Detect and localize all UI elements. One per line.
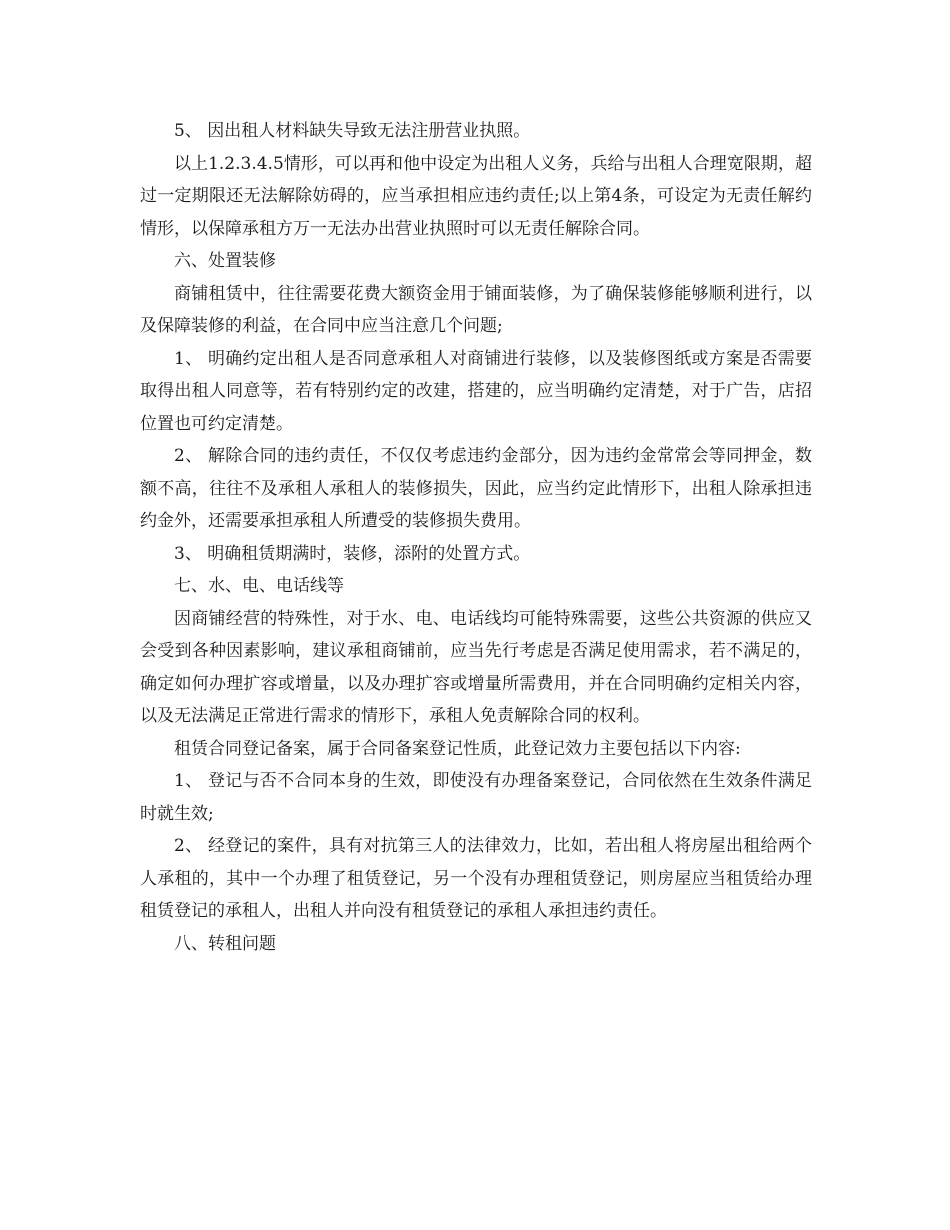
paragraph: 商铺租赁中，往往需要花费大额资金用于铺面装修，为了确保装修能够顺利进行，以及保障装修的利益，在合同中应当注意几个问题; bbox=[140, 283, 812, 336]
section-heading: 六、处置装修 bbox=[174, 251, 276, 271]
paragraph: 2、 经登记的案件，具有对抗第三人的法律效力，比如，若出租人将房屋出租给两个人承租的，其中一个办理了租赁登记，另一个没有办理租赁登记，则房屋应当租赁给办理租赁登记的承租人，出租人并向没有租赁登记的承租人承担违约责任。 bbox=[140, 836, 812, 921]
section-heading: 八、转租问题 bbox=[174, 933, 276, 954]
paragraph: 因商铺经营的特殊性，对于水、电、电话线均可能特殊需要，这些公共资源的供应又会受到各种因素影响，建议承租商铺前，应当先行考虑是否满足使用需求，若不满足的，确定如何办理扩容或增量，以及办理扩容或增量所需费用，并在合同明确约定相关内容，以及无法满足正常进行需求的情形下，承租人免责解除合同的权利。 bbox=[140, 608, 812, 726]
section-heading: 七、水、电、电话线等 bbox=[174, 576, 344, 596]
paragraph: 5、 因出租人材料缺失导致无法注册营业执照。 bbox=[174, 121, 531, 141]
paragraph: 租赁合同登记备案，属于合同备案登记性质，此登记效力主要包括以下内容: bbox=[174, 738, 741, 759]
paragraph: 3、 明确租赁期满时，装修，添附的处置方式。 bbox=[174, 543, 531, 564]
document-body bbox=[140, 115, 812, 960]
paragraph: 1、 明确约定出租人是否同意承租人对商铺进行装修，以及装修图纸或方案是否需要取得出租人同意等，若有特别约定的改建，搭建的，应当明确约定清楚，对于广告，店招位置也可约定清楚。 bbox=[140, 348, 812, 434]
paragraph: 2、 解除合同的违约责任，不仅仅考虑违约金部分，因为违约金常常会等同押金，数额不高，往往不及承租人承租人的装修损失，因此，应当约定此情形下，出租人除承担违约金外，还需要承担承租人所遭受的装修损失费用。 bbox=[140, 446, 812, 531]
paragraph: 以上1.2.3.4.5情形，可以再和他中设定为出租人义务，兵给与出租人合理宽限期，超过一定期限还无法解除妨碍的，应当承担相应违约责任;以上第4条，可设定为无责任解约情形，以保障承租方万一无法办出营业执照时可以无责任解除合同。 bbox=[140, 153, 812, 239]
paragraph: 1、 登记与否不合同本身的生效，即使没有办理备案登记，合同依然在生效条件满足时就生效; bbox=[140, 771, 812, 824]
